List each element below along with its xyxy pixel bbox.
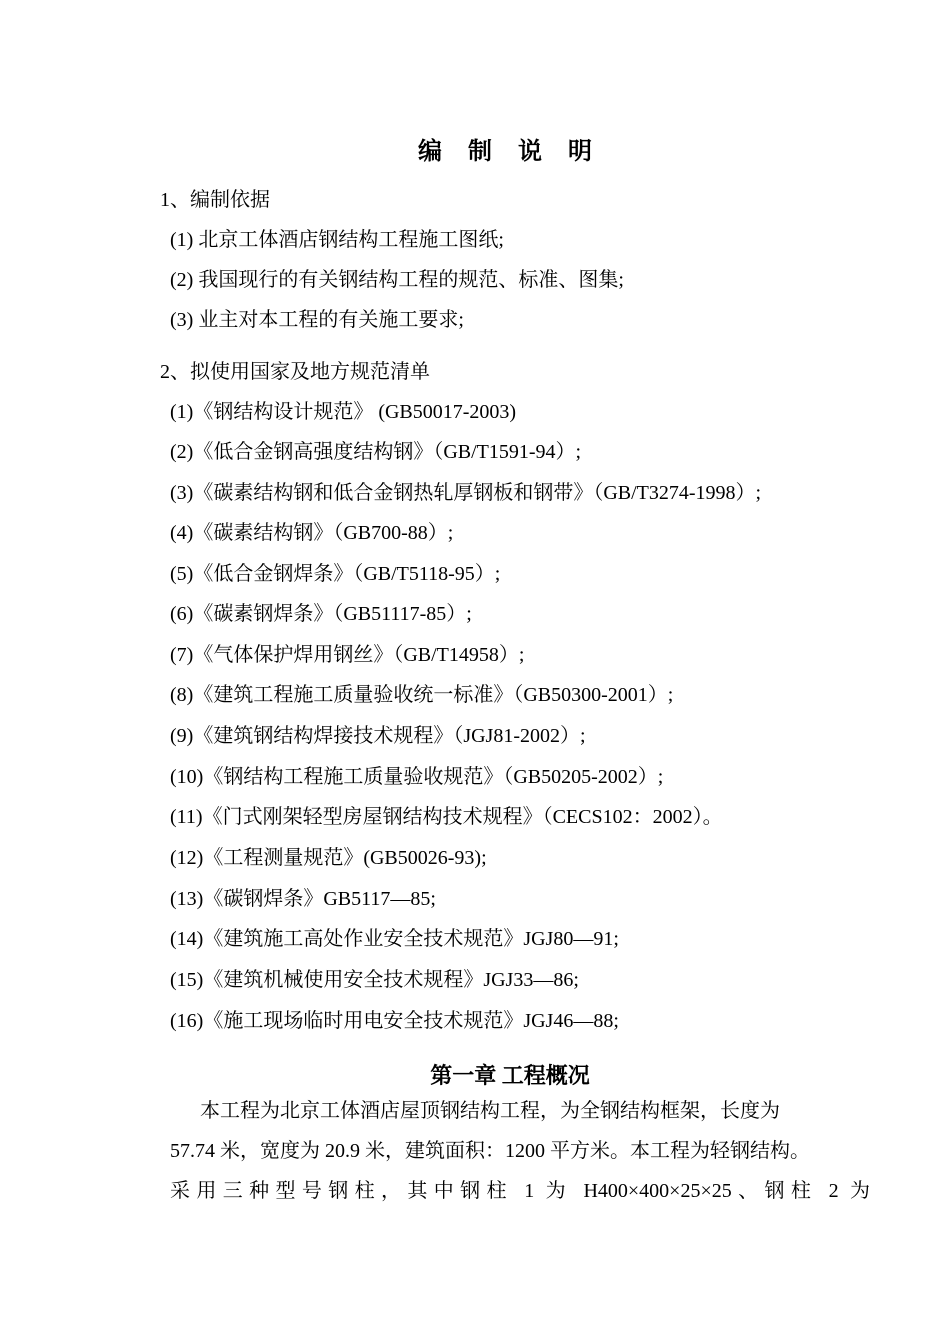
document-title: 编 制 说 明 [418,139,602,165]
section-heading-basis: 1、编制依据 [160,189,270,211]
paragraph-line: 57.74 米，宽度为 20.9 米，建筑面积：1200 平方米。本工程为轻钢结构。 [170,1140,810,1162]
standard-item: (4)《碳素结构钢》（GB700-88）; [170,522,454,544]
standard-item: (1)《钢结构设计规范》 (GB50017-2003) [170,401,517,423]
standard-item: (7)《气体保护焊用钢丝》（GB/T14958）; [170,644,525,666]
standard-item: (14)《建筑施工高处作业安全技术规范》JGJ80—91; [170,928,619,950]
basis-item: (2) 我国现行的有关钢结构工程的规范、标准、图集; [170,269,624,291]
standard-item: (2)《低合金钢高强度结构钢》（GB/T1591-94）; [170,441,582,463]
standard-item: (3)《碳素结构钢和低合金钢热轧厚钢板和钢带》（GB/T3274-1998）; [170,482,762,504]
standard-item: (9)《建筑钢结构焊接技术规程》（JGJ81-2002）; [170,725,586,747]
standard-item: (6)《碳素钢焊条》（GB51117-85）; [170,603,472,625]
chapter-heading: 第一章 工程概况 [430,1063,590,1088]
standard-item: (16)《施工现场临时用电安全技术规范》JGJ46—88; [170,1010,619,1032]
standard-item: (12)《工程测量规范》(GB50026-93); [170,847,487,869]
standard-item: (15)《建筑机械使用安全技术规程》JGJ33—86; [170,969,579,991]
basis-item: (1) 北京工体酒店钢结构工程施工图纸; [170,229,504,251]
paragraph-line: 本工程为北京工体酒店屋顶钢结构工程，为全钢结构框架，长度为 [200,1100,780,1122]
standard-item: (11)《门式刚架轻型房屋钢结构技术规程》（CECS102：2002）。 [170,806,723,828]
standard-item: (8)《建筑工程施工质量验收统一标准》（GB50300-2001）; [170,684,674,706]
standard-item: (5)《低合金钢焊条》（GB/T5118-95）; [170,563,501,585]
standard-item: (10)《钢结构工程施工质量验收规范》（GB50205-2002）; [170,766,664,788]
standard-item: (13)《碳钢焊条》GB5117—85; [170,888,436,910]
paragraph-line: 采用三种型号钢柱，其中钢柱 1 为 H400×400×25×25、钢柱 2 为 [170,1180,870,1202]
section-heading-standards: 2、拟使用国家及地方规范清单 [160,361,430,383]
basis-item: (3) 业主对本工程的有关施工要求; [170,309,464,331]
